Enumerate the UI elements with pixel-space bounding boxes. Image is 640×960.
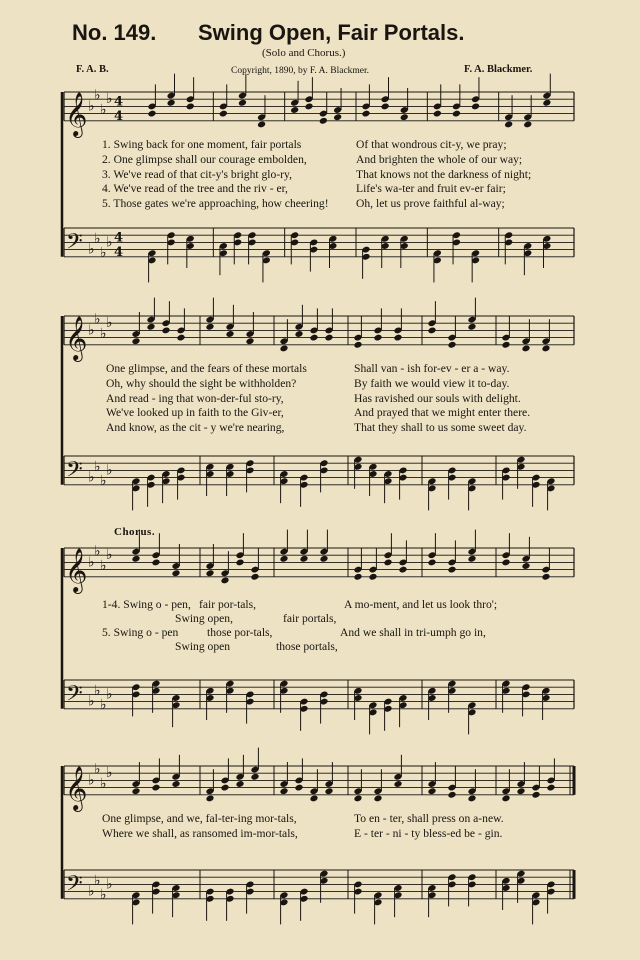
note-head: [427, 558, 436, 566]
note-head: [161, 326, 170, 334]
flat-sign-icon: ♭: [94, 230, 101, 247]
time-signature: 4: [114, 244, 124, 260]
flat-sign-icon: ♭: [94, 458, 101, 475]
note-head: [521, 344, 530, 352]
note-head: [205, 569, 214, 577]
chorus-lyric-c: A mo-ment, and let us look thro';: [344, 598, 498, 611]
flat-sign-icon: ♭: [94, 682, 101, 699]
bass-clef-icon: 𝄢: [66, 871, 83, 902]
note-head: [309, 334, 318, 342]
lyric-first-half: One glimpse, and the fears of these mortals: [106, 362, 307, 375]
lyric-second-half: By faith we would view it to-day.: [354, 376, 510, 390]
note-head: [447, 341, 456, 349]
note-head: [467, 555, 476, 563]
chorus-lyric-c: those portals,: [276, 640, 338, 653]
note-head: [501, 558, 510, 566]
note-head: [541, 344, 550, 352]
lyric-second-half: That they shall to us some sweet day.: [354, 421, 527, 435]
lyricist-initials: F. A. B.: [76, 64, 109, 75]
flat-sign-icon: ♭: [106, 686, 113, 703]
lyric-second-half: To en - ter, shall press on a-new.: [354, 812, 504, 825]
lyric-first-half: Where we shall, as ransomed im-mor-tals,: [102, 826, 298, 840]
note-head: [250, 573, 259, 581]
lyric-first-half: 3. We've read of that cit-y's bright glo-ry,: [102, 167, 292, 181]
note-head: [205, 323, 214, 331]
flat-sign-icon: ♭: [100, 558, 107, 574]
lyric-first-half: 4. We've read of the tree and the riv - er,: [102, 182, 288, 196]
note-head: [147, 110, 156, 118]
note-head: [131, 337, 140, 345]
note-head: [279, 555, 288, 563]
flat-sign-icon: ♭: [100, 245, 107, 262]
note-head: [398, 566, 407, 574]
flat-sign-icon: ♭: [94, 543, 101, 560]
lyric-first-half: 1. Swing back for one moment, fair portals: [102, 138, 302, 151]
lyric-second-half: Shall van - ish for-ev - er a - way.: [354, 362, 510, 375]
note-head: [353, 573, 362, 581]
lyric-second-half: And brighten the whole of our way;: [356, 152, 523, 166]
note-head: [400, 113, 409, 121]
note-head: [294, 330, 303, 338]
chorus-lyric-b: Swing open: [175, 640, 231, 653]
flat-sign-icon: ♭: [106, 547, 113, 564]
note-head: [361, 110, 370, 118]
note-head: [319, 117, 328, 125]
flat-sign-icon: ♭: [88, 772, 95, 789]
flat-sign-icon: ♭: [100, 326, 107, 342]
note-head: [131, 787, 140, 795]
note-head: [257, 120, 266, 128]
note-head: [151, 784, 160, 792]
chorus-lyric-c: And we shall in tri-umph go in,: [340, 626, 486, 639]
hymn-title: Swing Open, Fair Portals.: [198, 20, 465, 45]
flat-sign-icon: ♭: [88, 322, 95, 339]
hymn-subtitle: (Solo and Chorus.): [262, 47, 346, 59]
note-head: [225, 330, 234, 338]
lyric-second-half: Has ravished our souls with delight.: [354, 391, 521, 405]
note-head: [381, 102, 390, 110]
note-head: [309, 794, 318, 802]
lyric-first-half: And know, as the cit - y we're nearing,: [106, 421, 285, 435]
flat-sign-icon: ♭: [88, 469, 95, 486]
lyric-second-half: And prayed that we might enter there.: [354, 406, 531, 420]
note-head: [220, 576, 229, 584]
bass-clef-icon: 𝄢: [66, 457, 83, 488]
note-head: [383, 558, 392, 566]
time-signature: 4: [114, 108, 124, 124]
note-head: [238, 99, 247, 107]
note-head: [176, 334, 185, 342]
note-head: [393, 334, 402, 342]
lyric-first-half: One glimpse, and we, fal-ter-ing mor-tals,: [102, 812, 297, 825]
note-head: [220, 784, 229, 792]
note-head: [151, 558, 160, 566]
flat-sign-icon: ♭: [106, 876, 113, 893]
note-head: [521, 562, 530, 570]
flat-sign-icon: ♭: [100, 776, 107, 792]
note-head: [523, 120, 532, 128]
flat-sign-icon: ♭: [88, 693, 95, 710]
flat-sign-icon: ♭: [106, 315, 113, 332]
lyric-first-half: 5. Those gates we're approaching, how cheering!: [102, 197, 329, 211]
bass-clef-icon: 𝄢: [66, 681, 83, 712]
note-head: [131, 555, 140, 563]
chorus-lyric-a: 5. Swing o - pen: [102, 626, 179, 639]
note-head: [245, 337, 254, 345]
note-head: [353, 341, 362, 349]
flat-sign-icon: ♭: [88, 241, 95, 258]
note-head: [250, 773, 259, 781]
flat-sign-icon: ♭: [100, 697, 107, 714]
note-head: [427, 787, 436, 795]
flat-sign-icon: ♭: [94, 761, 101, 778]
note-head: [447, 791, 456, 799]
note-head: [290, 106, 299, 114]
lyric-second-half: Oh, let us prove faithful al-way;: [356, 197, 505, 211]
note-head: [146, 323, 155, 331]
note-head: [235, 780, 244, 788]
time-signature: 4: [114, 230, 124, 246]
flat-sign-icon: ♭: [94, 311, 101, 328]
lyric-second-half: That knows not the darkness of night;: [356, 167, 532, 181]
note-head: [171, 569, 180, 577]
flat-sign-icon: ♭: [88, 883, 95, 900]
chorus-lyric-b: fair por-tals,: [199, 598, 257, 611]
treble-clef-icon: 𝄞: [65, 547, 88, 592]
flat-sign-icon: ♭: [100, 473, 107, 490]
note-head: [516, 787, 525, 795]
note-head: [319, 555, 328, 563]
lyric-second-half: Of that wondrous cit-y, we pray;: [356, 138, 507, 151]
note-head: [294, 784, 303, 792]
lyric-first-half: Oh, why should the sight be withholden?: [106, 376, 297, 390]
flat-sign-icon: ♭: [106, 462, 113, 479]
note-head: [186, 102, 195, 110]
note-head: [324, 334, 333, 342]
flat-sign-icon: ♭: [106, 234, 113, 251]
note-head: [205, 794, 214, 802]
treble-clef-icon: 𝄞: [65, 91, 88, 136]
note-head: [541, 573, 550, 581]
note-head: [501, 341, 510, 349]
note-head: [546, 784, 555, 792]
note-head: [219, 110, 228, 118]
note-head: [467, 323, 476, 331]
note-head: [393, 780, 402, 788]
lyric-first-half: And read - ing that won-der-ful sto-ry,: [106, 391, 284, 405]
note-head: [235, 558, 244, 566]
hymn-number: No. 149.: [72, 20, 157, 45]
note-head: [542, 99, 551, 107]
chorus-lyric-c: fair portals,: [283, 612, 337, 625]
note-head: [299, 555, 308, 563]
note-head: [427, 326, 436, 334]
lyric-first-half: We've looked up in faith to the Giv-er,: [106, 406, 284, 420]
lyric-second-half: Life's wa-ter and fruit ev-er fair;: [356, 182, 506, 196]
chorus-lyric-a: 1-4. Swing o - pen,: [102, 598, 191, 611]
note-head: [171, 780, 180, 788]
copyright-line: Copyright, 1890, by F. A. Blackmer.: [231, 66, 370, 76]
flat-sign-icon: ♭: [88, 554, 95, 571]
flat-sign-icon: ♭: [106, 765, 113, 782]
note-head: [324, 787, 333, 795]
lyric-second-half: E - ter - ni - ty bless-ed be - gin.: [354, 826, 503, 840]
note-head: [504, 120, 513, 128]
lyric-first-half: 2. One glimpse shall our courage embolden,: [102, 152, 307, 166]
chorus-lyric-b: those por-tals,: [207, 626, 273, 639]
note-head: [373, 794, 382, 802]
treble-clef-icon: 𝄞: [65, 315, 88, 360]
note-head: [452, 110, 461, 118]
note-head: [467, 794, 476, 802]
chorus-label: Chorus.: [114, 526, 156, 538]
flat-sign-icon: ♭: [100, 102, 107, 118]
flat-sign-icon: ♭: [94, 87, 101, 104]
composer-name: F. A. Blackmer.: [464, 64, 533, 75]
note-head: [353, 794, 362, 802]
note-head: [333, 113, 342, 121]
flat-sign-icon: ♭: [106, 91, 113, 108]
treble-clef-icon: 𝄞: [65, 765, 88, 810]
bass-clef-icon: 𝄢: [66, 229, 83, 260]
note-head: [279, 787, 288, 795]
note-head: [471, 102, 480, 110]
note-head: [368, 573, 377, 581]
note-head: [304, 102, 313, 110]
note-head: [501, 794, 510, 802]
note-head: [447, 566, 456, 574]
note-head: [531, 791, 540, 799]
chorus-lyric-b: Swing open,: [175, 612, 233, 625]
note-head: [433, 110, 442, 118]
flat-sign-icon: ♭: [88, 98, 95, 115]
flat-sign-icon: ♭: [100, 887, 107, 904]
flat-sign-icon: ♭: [94, 872, 101, 889]
note-head: [373, 334, 382, 342]
note-head: [167, 99, 176, 107]
time-signature: 4: [114, 94, 124, 110]
note-head: [279, 344, 288, 352]
